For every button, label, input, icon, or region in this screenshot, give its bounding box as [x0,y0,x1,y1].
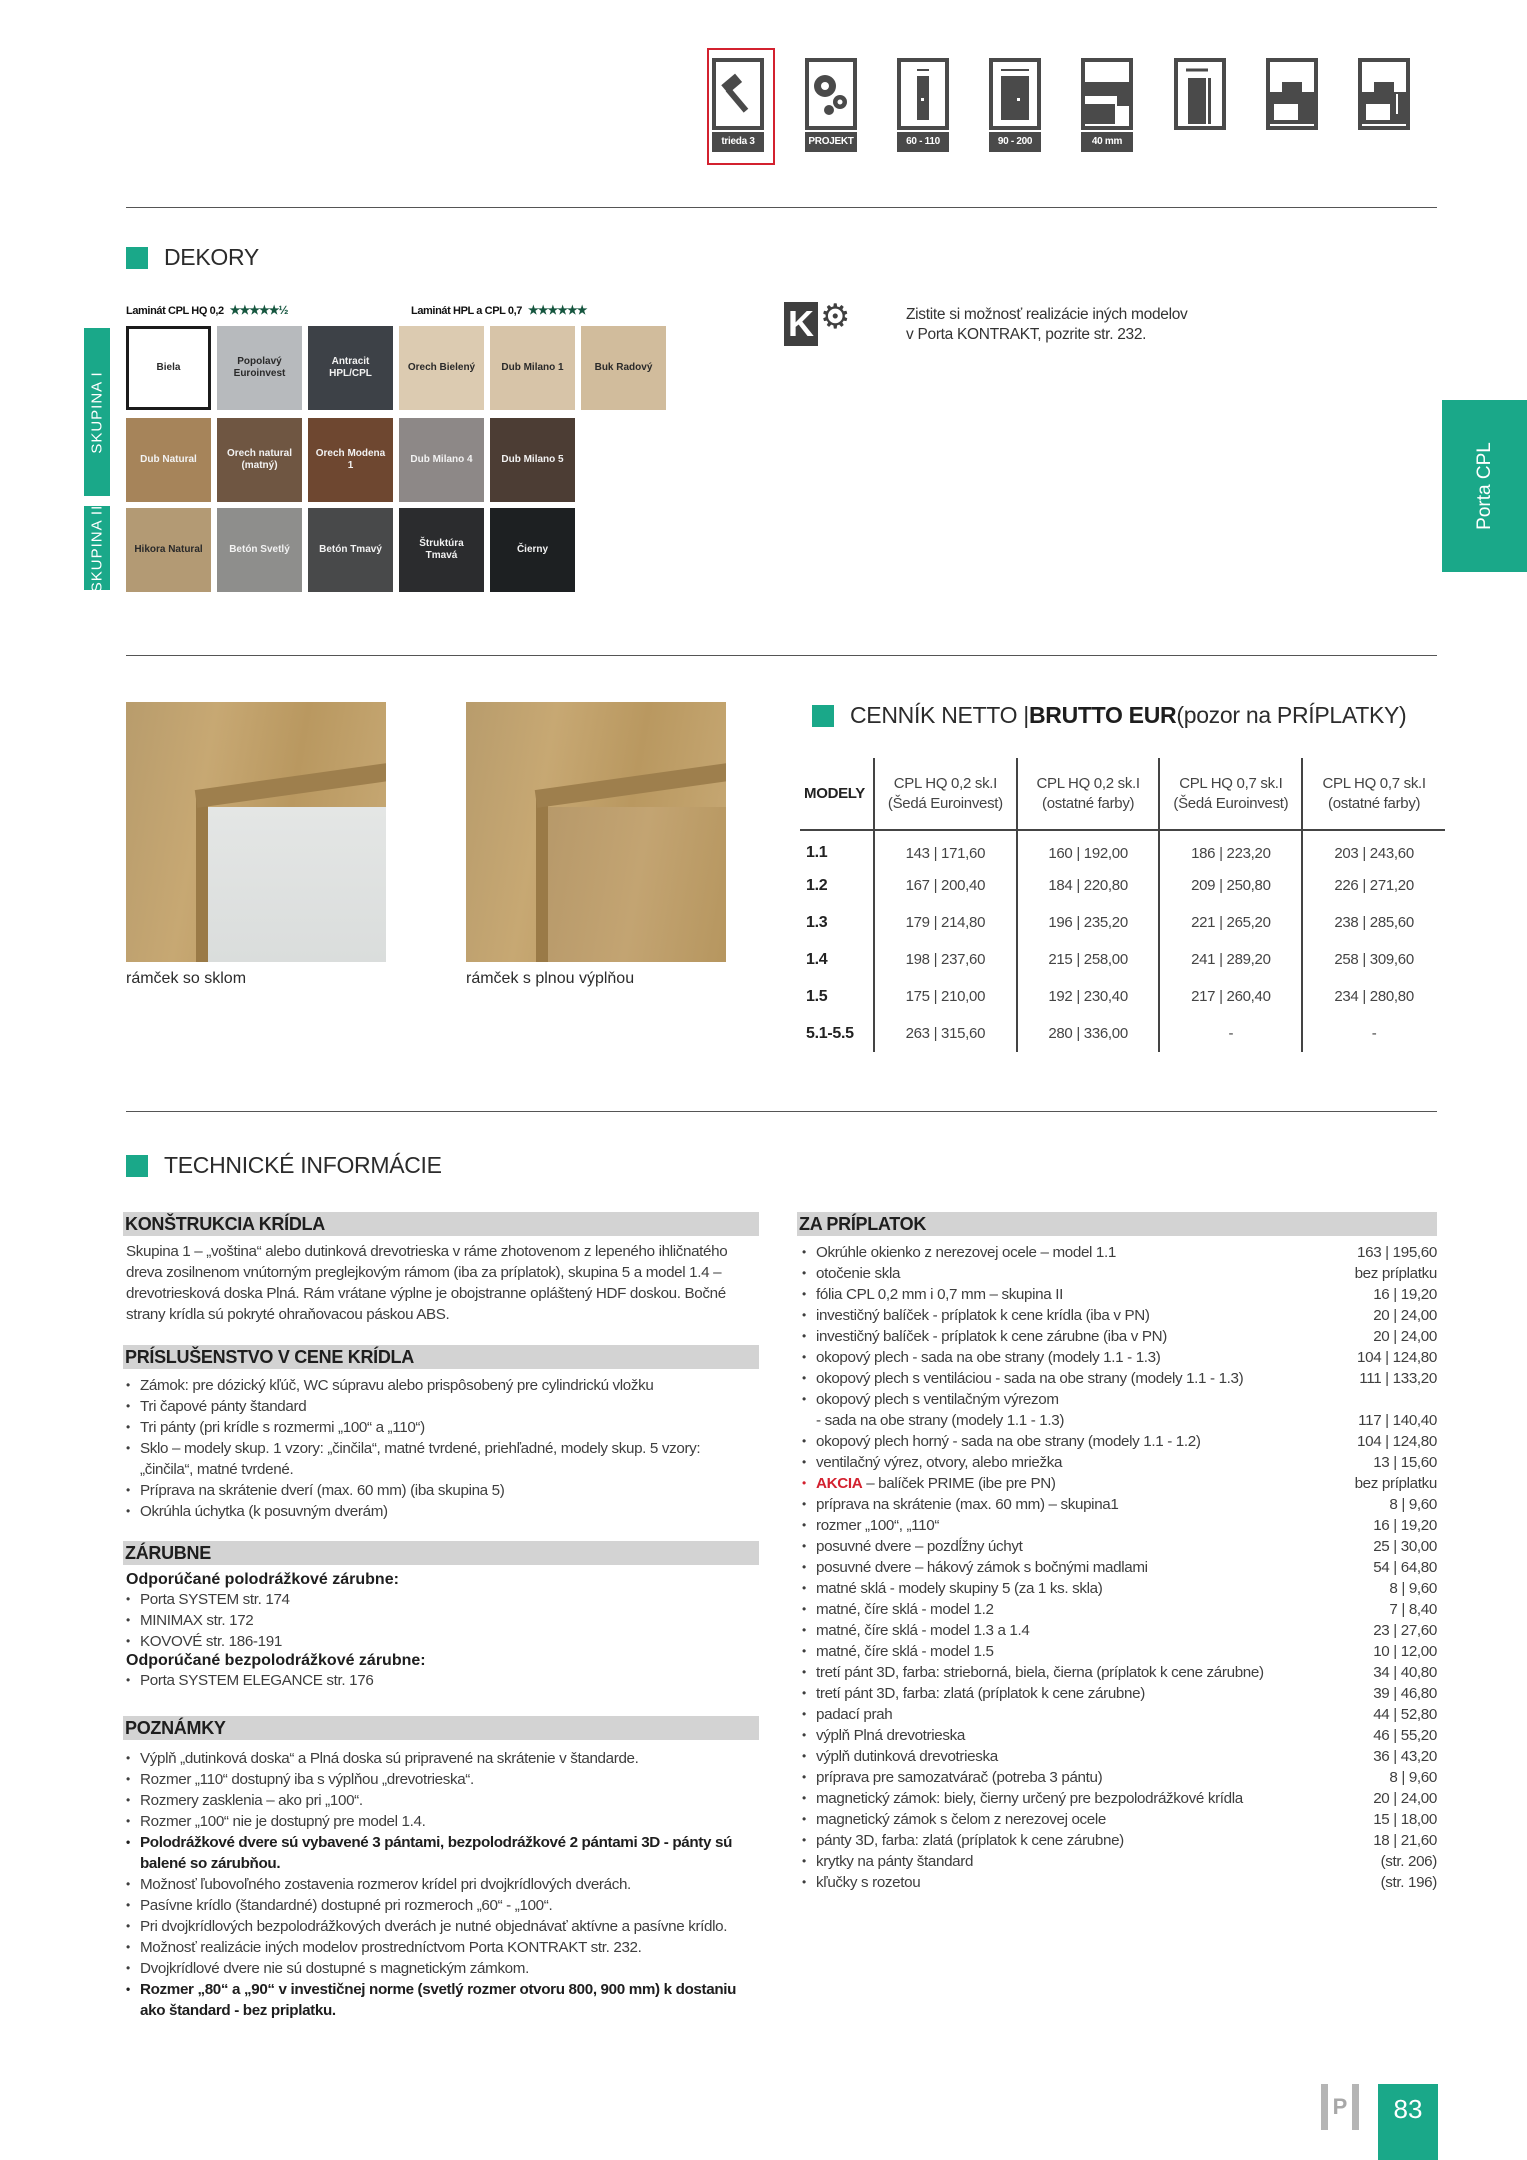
feature-icon-hammer [712,58,764,152]
surcharge-label: • AKCIA – balíček PRIME (ibe pre PN) [816,1475,1056,1492]
feature-icon-gears [805,58,857,152]
price-cell: 192 | 230,40 [1017,978,1160,1015]
price-cell: 167 | 200,40 [874,867,1017,904]
door-wide-icon [993,62,1037,126]
model-cell: 1.1 [806,844,828,861]
price-cell: 209 | 250,80 [1159,867,1302,904]
list-item: • Pasívne krídlo (štandardné) dostupné pri rozmeroch „60“ - „100“. [124,1895,744,1916]
surcharge-item [800,1599,1437,1620]
decor-swatch[interactable]: Štruktúra Tmavá [399,508,484,592]
price-cell: 179 | 214,80 [874,904,1017,941]
decor-swatch[interactable]: Hikora Natural [126,508,211,592]
group-tab-skupina-2: SKUPINA II [84,506,110,590]
surcharge-label: • výplň Plná drevotrieska [816,1727,965,1744]
model-cell: 1.3 [806,913,828,931]
surcharge-item [800,1641,1437,1662]
surcharge-item [800,1284,1437,1305]
dekory-section-title: DEKORY [126,244,259,271]
feature-icon-label: 40 mm [1081,132,1133,152]
decor-swatch[interactable]: Dub Milano 1 [490,326,575,410]
decor-swatch[interactable]: Buk Radový [581,326,666,410]
list-item: • MINIMAX str. 172 [124,1610,426,1631]
surcharge-label: • posuvné dvere – pozdĺžny úchyt [816,1538,1023,1555]
flush-door-icon [1362,62,1406,126]
surcharge-price: 23 | 27,60 [1373,1622,1437,1639]
price-cell: 226 | 271,20 [1302,867,1445,904]
decor-swatch[interactable]: Biela [126,326,211,410]
door-narrow-icon [901,62,945,126]
column-header: CPL HQ 0,7 sk.I (ostatné farby) [1302,758,1445,830]
list-item: • KOVOVÉ str. 186-191 [124,1631,426,1652]
surcharge-label: • investičný balíček - príplatok k cene krídla (iba v PN) [816,1307,1150,1324]
surcharge-label: • okopový plech s ventilačným výrezom [816,1391,1059,1408]
column-header: CPL HQ 0,7 sk.I (Šedá Euroinvest) [1159,758,1302,830]
feature-icon-label: 60 - 110 [897,132,949,152]
door-thickness-icon [1085,62,1129,126]
surcharge-price: 16 | 19,20 [1373,1286,1437,1303]
surcharge-item [800,1347,1437,1368]
table-row [800,830,1445,867]
surcharge-price: 18 | 21,60 [1373,1832,1437,1849]
divider [126,207,1437,208]
decor-swatch[interactable]: Dub Milano 5 [490,418,575,502]
surcharge-item [800,1536,1437,1557]
price-cell: 184 | 220,80 [1017,867,1160,904]
feature-icon-label: 90 - 200 [989,132,1041,152]
surcharge-price: 25 | 30,00 [1373,1538,1437,1555]
surcharge-price: 39 | 46,80 [1373,1685,1437,1702]
surcharge-item [800,1431,1437,1452]
price-table [800,758,1445,1052]
surcharge-item [800,1389,1437,1410]
price-cell: 234 | 280,80 [1302,978,1445,1015]
surcharge-item [800,1767,1437,1788]
photo-frame-with-glass [126,702,386,962]
section-square-icon [126,247,148,269]
price-cell: 143 | 171,60 [874,830,1017,867]
surcharge-label: • príprava na skrátenie (max. 60 mm) – skupina1 [816,1496,1119,1513]
surcharge-item [800,1578,1437,1599]
list-item: • Sklo – modely skup. 1 vzory: „činčila“, matné tvrdené, priehľadné, modely skup. 5 vzory: „činčila“, matné tvrdené. [124,1438,724,1480]
surcharge-label: • posuvné dvere – hákový zámok s bočnými madlami [816,1559,1148,1576]
surcharge-item [800,1263,1437,1284]
surcharge-label: • padací prah [816,1706,893,1723]
decor-swatch[interactable]: Dub Natural [126,418,211,502]
surcharge-price: 54 | 64,80 [1373,1559,1437,1576]
surcharge-price: 8 | 9,60 [1389,1769,1437,1786]
surcharge-item [800,1473,1437,1494]
column-header: CPL HQ 0,2 sk.I (Šedá Euroinvest) [874,758,1017,830]
price-cell: 238 | 285,60 [1302,904,1445,941]
kontrakt-k-icon: K [784,302,818,346]
surcharge-label: • otočenie skla [816,1265,901,1282]
list-item: • Zámok: pre dózický kľúč, WC súpravu alebo prispôsobený pre cylindrickú vložku [124,1375,724,1396]
surcharge-price: (str. 206) [1380,1853,1437,1870]
list-item: • Príprava na skrátenie dverí (max. 60 mm) (iba skupina 5) [124,1480,724,1501]
table-row [800,867,1445,904]
photo-caption: rámček s plnou výplňou [466,970,635,987]
surcharge-price: bez príplatku [1354,1475,1437,1492]
surcharge-price: 8 | 9,60 [1389,1496,1437,1513]
list-item: • Dvojkrídlové dvere nie sú dostupné s magnetickým zámkom. [124,1958,744,1979]
zarubne-block: Odporúčané polodrážkové zárubne: • Porta SYSTEM str. 174 • MINIMAX str. 172 • KOVOVÉ str. 186-191 Odporúčané bezpolodrážkové zárubne: • Porta SYSTEM ELEGANCE str. 176 [126,1571,426,1691]
column-header: CPL HQ 0,2 sk.I (ostatné farby) [1017,758,1160,830]
frame-depth-icon [1178,62,1222,126]
price-cell: 217 | 260,40 [1159,978,1302,1015]
decor-swatch[interactable]: Betón Svetlý [217,508,302,592]
surcharge-item [800,1788,1437,1809]
surcharge-price: 13 | 15,60 [1373,1454,1437,1471]
decor-swatch[interactable]: Čierny [490,508,575,592]
hammer-icon [716,62,760,126]
laminate-label-1: Laminát CPL HQ 0,2 ★★★★★½ [126,303,288,317]
list-item: • Porta SYSTEM str. 174 [124,1589,426,1610]
surcharge-item [800,1452,1437,1473]
surcharge-price: 36 | 43,20 [1373,1748,1437,1765]
table-row [800,904,1445,941]
surcharge-label: - sada na obe strany (modely 1.1 - 1.3) [816,1412,1065,1429]
price-cell: 203 | 243,60 [1302,830,1445,867]
surcharge-label: • matné, číre sklá - model 1.2 [816,1601,994,1618]
list-item: • Výplň „dutinková doska“ a Plná doska sú pripravené na skrátenie v štandarde. [124,1748,744,1769]
price-cell: 198 | 237,60 [874,941,1017,978]
table-row [800,1015,1445,1052]
list-item: • Pri dvojkrídlových bezpolodrážkových dverách je nutné objednávať aktívne a pasívne krídlo. [124,1916,744,1937]
feature-icon-flush-door [1358,58,1410,130]
surcharge-label: • matné, číre sklá - model 1.3 a 1.4 [816,1622,1030,1639]
surcharge-label: • ventilačný výrez, otvory, alebo mriežka [816,1454,1063,1471]
feature-icon-rebated-door [1266,58,1318,130]
surcharge-item [800,1494,1437,1515]
surcharge-label: • magnetický zámok s čelom z nerezovej ocele [816,1811,1107,1828]
surcharge-label: • okopový plech s ventiláciou - sada na obe strany (modely 1.1 - 1.3) [816,1370,1244,1387]
photo-frame-with-panel [466,702,726,962]
price-cell: 263 | 315,60 [874,1015,1017,1052]
priplatok-list [800,1242,1437,1893]
surcharge-price: 44 | 52,80 [1373,1706,1437,1723]
decor-swatch[interactable]: Orech Bielený [399,326,484,410]
surcharge-item [800,1557,1437,1578]
laminate-label-2: Laminát HPL a CPL 0,7 ★★★★★★ [411,303,587,317]
surcharge-item [800,1746,1437,1767]
price-cell: 241 | 289,20 [1159,941,1302,978]
surcharge-price: bez príplatku [1354,1265,1437,1282]
surcharge-price: 20 | 24,00 [1373,1307,1437,1324]
price-cell: 280 | 336,00 [1017,1015,1160,1052]
akcia-badge: AKCIA [816,1475,863,1492]
poznamky-header: POZNÁMKY [123,1716,759,1740]
surcharge-item [800,1368,1437,1389]
feature-icon-label: PROJEKT [805,132,857,152]
surcharge-price: 15 | 18,00 [1373,1811,1437,1828]
rating-stars-icon: ★★★★★½ [229,303,288,317]
surcharge-label: • Okrúhle okienko z nerezovej ocele – model 1.1 [816,1244,1116,1261]
price-cell: 160 | 192,00 [1017,830,1160,867]
surcharge-item [800,1851,1437,1872]
price-cell: 175 | 210,00 [874,978,1017,1015]
table-row [800,978,1445,1015]
surcharge-item [800,1620,1437,1641]
section-square-icon [126,1155,148,1177]
rating-stars-icon: ★★★★★★ [528,303,587,317]
surcharge-label: • magnetický zámok: biely, čierny určený pre bezpolodrážkové krídla [816,1790,1243,1807]
surcharge-label: • tretí pánt 3D, farba: strieborná, biela, čierna (príplatok k cene zárubne) [816,1664,1264,1681]
porta-logo-icon: P [1321,2084,1359,2130]
surcharge-item [800,1410,1437,1431]
surcharge-label: • okopový plech - sada na obe strany (modely 1.1 - 1.3) [816,1349,1161,1366]
feature-icon-door-thickness [1081,58,1133,152]
surcharge-label: • kľučky s rozetou [816,1874,921,1891]
surcharge-price: 16 | 19,20 [1373,1517,1437,1534]
page-number: 83 [1378,2084,1438,2160]
surcharge-item [800,1872,1437,1893]
decor-swatch[interactable]: Orech Modena 1 [308,418,393,502]
list-item: • Tri pánty (pri krídle s rozmermi „100“ a „110“) [124,1417,724,1438]
surcharge-price: 34 | 40,80 [1373,1664,1437,1681]
feature-icon-frame-depth [1174,58,1226,130]
list-item: • Možnosť realizácie iných modelov prostredníctvom Porta KONTRAKT str. 232. [124,1937,744,1958]
surcharge-label: • pánty 3D, farba: zlatá (príplatok k cene zárubne) [816,1832,1124,1849]
surcharge-price: 10 | 12,00 [1373,1643,1437,1660]
divider [126,655,1437,656]
list-item: • Porta SYSTEM ELEGANCE str. 176 [124,1670,426,1691]
price-cell: - [1159,1015,1302,1052]
surcharge-item [800,1662,1437,1683]
surcharge-price: 117 | 140,40 [1358,1412,1437,1429]
surcharge-price: 20 | 24,00 [1373,1790,1437,1807]
surcharge-price: 111 | 133,20 [1359,1370,1437,1387]
feature-icon-door-wide [989,58,1041,152]
zarubne-header: ZÁRUBNE [123,1541,759,1565]
model-cell: 1.4 [806,950,828,968]
price-cell: 196 | 235,20 [1017,904,1160,941]
surcharge-price: 20 | 24,00 [1373,1328,1437,1345]
price-cell: 258 | 309,60 [1302,941,1445,978]
list-item: • Možnosť ľubovoľného zostavenia rozmerov krídel pri dvojkrídlových dverách. [124,1874,744,1895]
photo-caption: rámček so sklom [126,970,247,987]
surcharge-label: • výplň dutinková drevotrieska [816,1748,998,1765]
list-item: • Rozmer „80“ a „90“ v investičnej norme (svetlý rozmer otvoru 800, 900 mm) k dostaniu ako štandard - bez priplatku. [124,1979,744,2021]
surcharge-label: • investičný balíček - príplatok k cene zárubne (iba v PN) [816,1328,1167,1345]
list-item: • Rozmer „110“ dostupný iba s výplňou „drevotrieska“. [124,1769,744,1790]
surcharge-label: • matné, číre sklá - model 1.5 [816,1643,994,1660]
gears-icon [809,62,853,126]
feature-icon-door-narrow [897,58,949,152]
column-header-modely: MODELY [804,784,865,802]
surcharge-price: 104 | 124,80 [1357,1349,1437,1366]
decor-swatch[interactable]: Antracit HPL/CPL [308,326,393,410]
surcharge-item [800,1515,1437,1536]
price-cell: 215 | 258,00 [1017,941,1160,978]
list-item: • Tri čapové pánty štandard [124,1396,724,1417]
konstrukcia-text: Skupina 1 – „voština“ alebo dutinková drevotrieska v ráme zhotovenom z lepeného ihličnatého dreva zosilnenom vnútorným preglejkovým rámom (iba za príplatok), skupina 5 a model 1.4 – drevotriesková doska Plná. Rám vrátane výplne je obojstranne opláštený HDF doskou. Bočné strany krídla sú pokryté ohraňovacou páskou ABS. [126,1243,728,1323]
surcharge-label: • príprava pre samozatvárač (potreba 3 pántu) [816,1769,1103,1786]
kontrakt-gears-icon: ⚙ [820,298,851,336]
surcharge-label: • tretí pánt 3D, farba: zlatá (príplatok k cene zárubne) [816,1685,1145,1702]
surcharge-item [800,1242,1437,1263]
surcharge-label: • krytky na pánty štandard [816,1853,974,1870]
surcharge-price: 104 | 124,80 [1357,1433,1437,1450]
surcharge-price: 46 | 55,20 [1373,1727,1437,1744]
list-item: • Rozmer „100“ nie je dostupný pre model 1.4. [124,1811,744,1832]
list-item: • Rozmery zasklenia – ako pri „100“. [124,1790,744,1811]
price-cell: 186 | 223,20 [1159,830,1302,867]
surcharge-item [800,1830,1437,1851]
surcharge-item [800,1305,1437,1326]
prislusenstvo-header: PRÍSLUŠENSTVO V CENE KRÍDLA [123,1345,759,1369]
kontrakt-note: Zistite si možnosť realizácie iných modelov v Porta KONTRAKT, pozrite str. 232. [906,306,1188,343]
surcharge-price: 8 | 9,60 [1389,1580,1437,1597]
category-side-tab[interactable]: Porta CPL [1442,400,1527,572]
surcharge-label: • okopový plech horný - sada na obe strany (modely 1.1 - 1.2) [816,1433,1201,1450]
priplatok-header: ZA PRÍPLATOK [797,1212,1437,1236]
surcharge-item [800,1704,1437,1725]
model-cell: 1.2 [806,876,828,894]
poznamky-list [124,1748,744,2021]
feature-icon-label: trieda 3 [712,132,764,152]
list-item: • Okrúhla úchytka (k posuvným dverám) [124,1501,724,1522]
price-cell: 221 | 265,20 [1159,904,1302,941]
konstrukcia-header: KONŠTRUKCIA KRÍDLA [123,1212,759,1236]
section-square-icon [812,705,834,727]
surcharge-price: (str. 196) [1380,1874,1437,1891]
cennik-section-title: CENNÍK NETTO | BRUTTO EUR (pozor na PRÍPLATKY) [812,702,1406,729]
list-item: • Polodrážkové dvere sú vybavené 3 pántami, bezpolodrážkové 2 pántami 3D - pánty sú balené so zárubňou. [124,1832,744,1874]
decor-swatch[interactable]: Orech natural (matný) [217,418,302,502]
tech-section-title: TECHNICKÉ INFORMÁCIE [126,1152,442,1179]
surcharge-price: 7 | 8,40 [1389,1601,1437,1618]
group-tab-skupina-1: SKUPINA I [84,328,110,496]
surcharge-item [800,1326,1437,1347]
decor-swatch[interactable]: Dub Milano 4 [399,418,484,502]
prislusenstvo-list [124,1375,724,1522]
surcharge-label: • rozmer „100“, „110“ [816,1517,940,1534]
surcharge-item [800,1809,1437,1830]
table-row [800,941,1445,978]
price-cell: - [1302,1015,1445,1052]
model-cell: 1.5 [806,987,828,1005]
model-cell: 5.1-5.5 [806,1024,854,1042]
decor-swatch[interactable]: Popolavý Euroinvest [217,326,302,410]
rebated-door-icon [1270,62,1314,126]
decor-swatch[interactable]: Betón Tmavý [308,508,393,592]
surcharge-label: • matné sklá - modely skupiny 5 (za 1 ks. skla) [816,1580,1103,1597]
divider [126,1111,1437,1112]
surcharge-item [800,1683,1437,1704]
surcharge-label: • fólia CPL 0,2 mm i 0,7 mm – skupina II [816,1286,1063,1303]
surcharge-price: 163 | 195,60 [1357,1244,1437,1261]
surcharge-item [800,1725,1437,1746]
